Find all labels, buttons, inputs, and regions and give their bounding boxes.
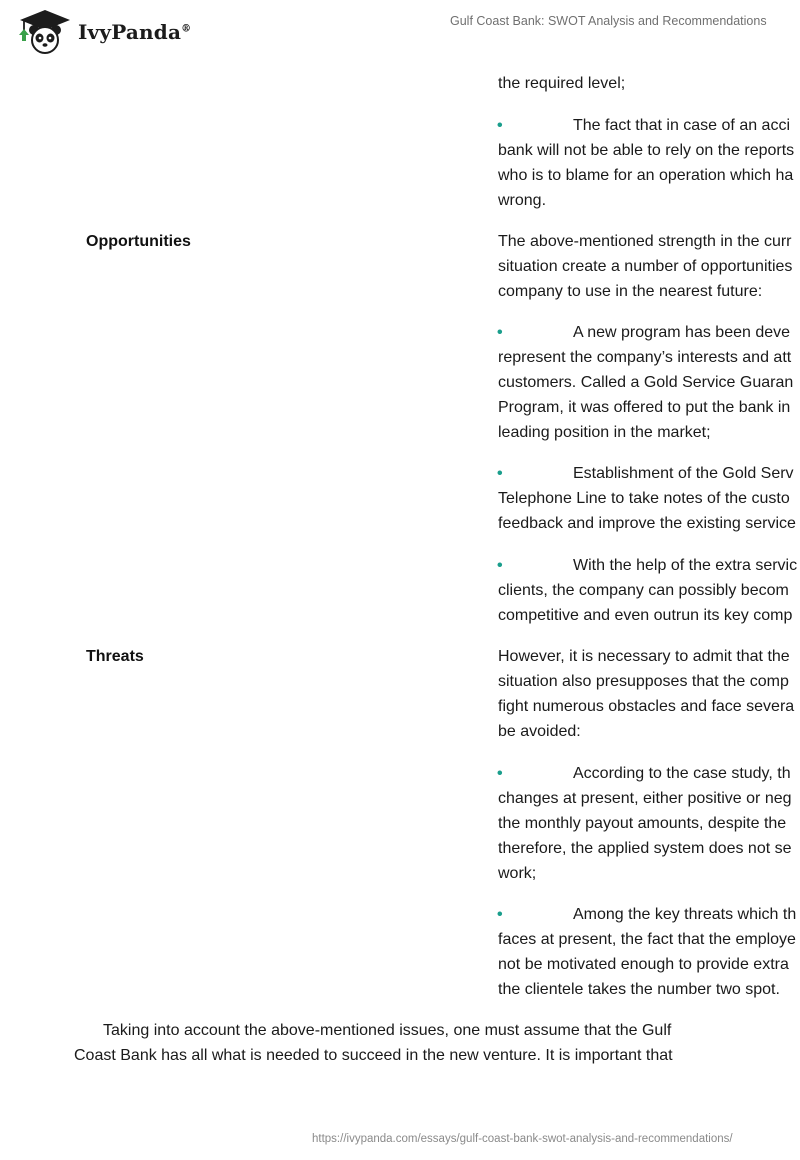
swot-table bbox=[0, 62, 800, 1002]
list-item: With the help of the extra servic bbox=[573, 557, 798, 574]
list-item: Among the key threats which th bbox=[573, 906, 797, 923]
list-item: changes at present, either positive or neg bbox=[498, 790, 792, 807]
brand-name: IvyPanda® bbox=[78, 20, 192, 44]
opportunities-intro: The above-mentioned strength in the curr bbox=[498, 233, 792, 250]
list-item: work; bbox=[498, 865, 537, 882]
list-item: customers. Called a Gold Service Guaran bbox=[498, 374, 794, 391]
list-item: who is to blame for an operation which ha bbox=[498, 167, 794, 184]
row-label-threats: Threats bbox=[86, 648, 144, 665]
body-paragraph-line: Taking into account the above-mentioned issues, one must assume that the Gulf bbox=[103, 1022, 672, 1039]
list-item: not be motivated enough to provide extra bbox=[498, 956, 789, 973]
list-item: The fact that in case of an acci bbox=[573, 117, 791, 134]
list-item: clients, the company can possibly becom bbox=[498, 582, 789, 599]
document-title: Gulf Coast Bank: SWOT Analysis and Recommendations bbox=[450, 14, 767, 28]
bullet-icon: • bbox=[497, 117, 503, 134]
list-item: According to the case study, th bbox=[573, 765, 791, 782]
ivypanda-logo[interactable] bbox=[14, 8, 191, 56]
threats-intro: situation also presupposes that the comp bbox=[498, 673, 789, 690]
list-item: Program, it was offered to put the bank in bbox=[498, 399, 791, 416]
list-item: Telephone Line to take notes of the custo bbox=[498, 490, 790, 507]
list-item: leading position in the market; bbox=[498, 424, 711, 441]
threats-intro: fight numerous obstacles and face severa bbox=[498, 698, 795, 715]
list-item: Establishment of the Gold Serv bbox=[573, 465, 794, 482]
registered-mark: ® bbox=[181, 23, 192, 35]
list-item: wrong. bbox=[498, 192, 547, 209]
list-item: the clientele takes the number two spot. bbox=[498, 981, 780, 998]
list-item: the monthly payout amounts, despite the bbox=[498, 815, 787, 832]
threats-intro: be avoided: bbox=[498, 723, 581, 740]
bullet-icon: • bbox=[497, 324, 503, 341]
panda-graduate-icon bbox=[14, 8, 76, 56]
bullet-icon: • bbox=[497, 465, 503, 482]
threats-intro: However, it is necessary to admit that the bbox=[498, 648, 790, 665]
list-item: therefore, the applied system does not se bbox=[498, 840, 792, 857]
list-item: feedback and improve the existing service bbox=[498, 515, 796, 532]
bullet-icon: • bbox=[497, 906, 503, 923]
opportunities-intro: situation create a number of opportunities bbox=[498, 258, 793, 275]
list-item: A new program has been deve bbox=[573, 324, 791, 341]
bullet-icon: • bbox=[497, 765, 503, 782]
source-url-link[interactable]: https://ivypanda.com/essays/gulf-coast-bank-swot-analysis-and-recommendations/ bbox=[312, 1133, 733, 1145]
body-paragraph-line: Coast Bank has all what is needed to succeed in the new venture. It is important that bbox=[74, 1047, 673, 1064]
row-label-opportunities: Opportunities bbox=[86, 233, 191, 250]
list-item: bank will not be able to rely on the reports bbox=[498, 142, 795, 159]
list-item: faces at present, the fact that the employe bbox=[498, 931, 796, 948]
list-item: represent the company’s interests and att bbox=[498, 349, 792, 366]
weakness-continuation: the required level; bbox=[498, 75, 626, 92]
list-item: competitive and even outrun its key comp bbox=[498, 607, 793, 624]
bullet-icon: • bbox=[497, 557, 503, 574]
opportunities-intro: company to use in the nearest future: bbox=[498, 283, 763, 300]
